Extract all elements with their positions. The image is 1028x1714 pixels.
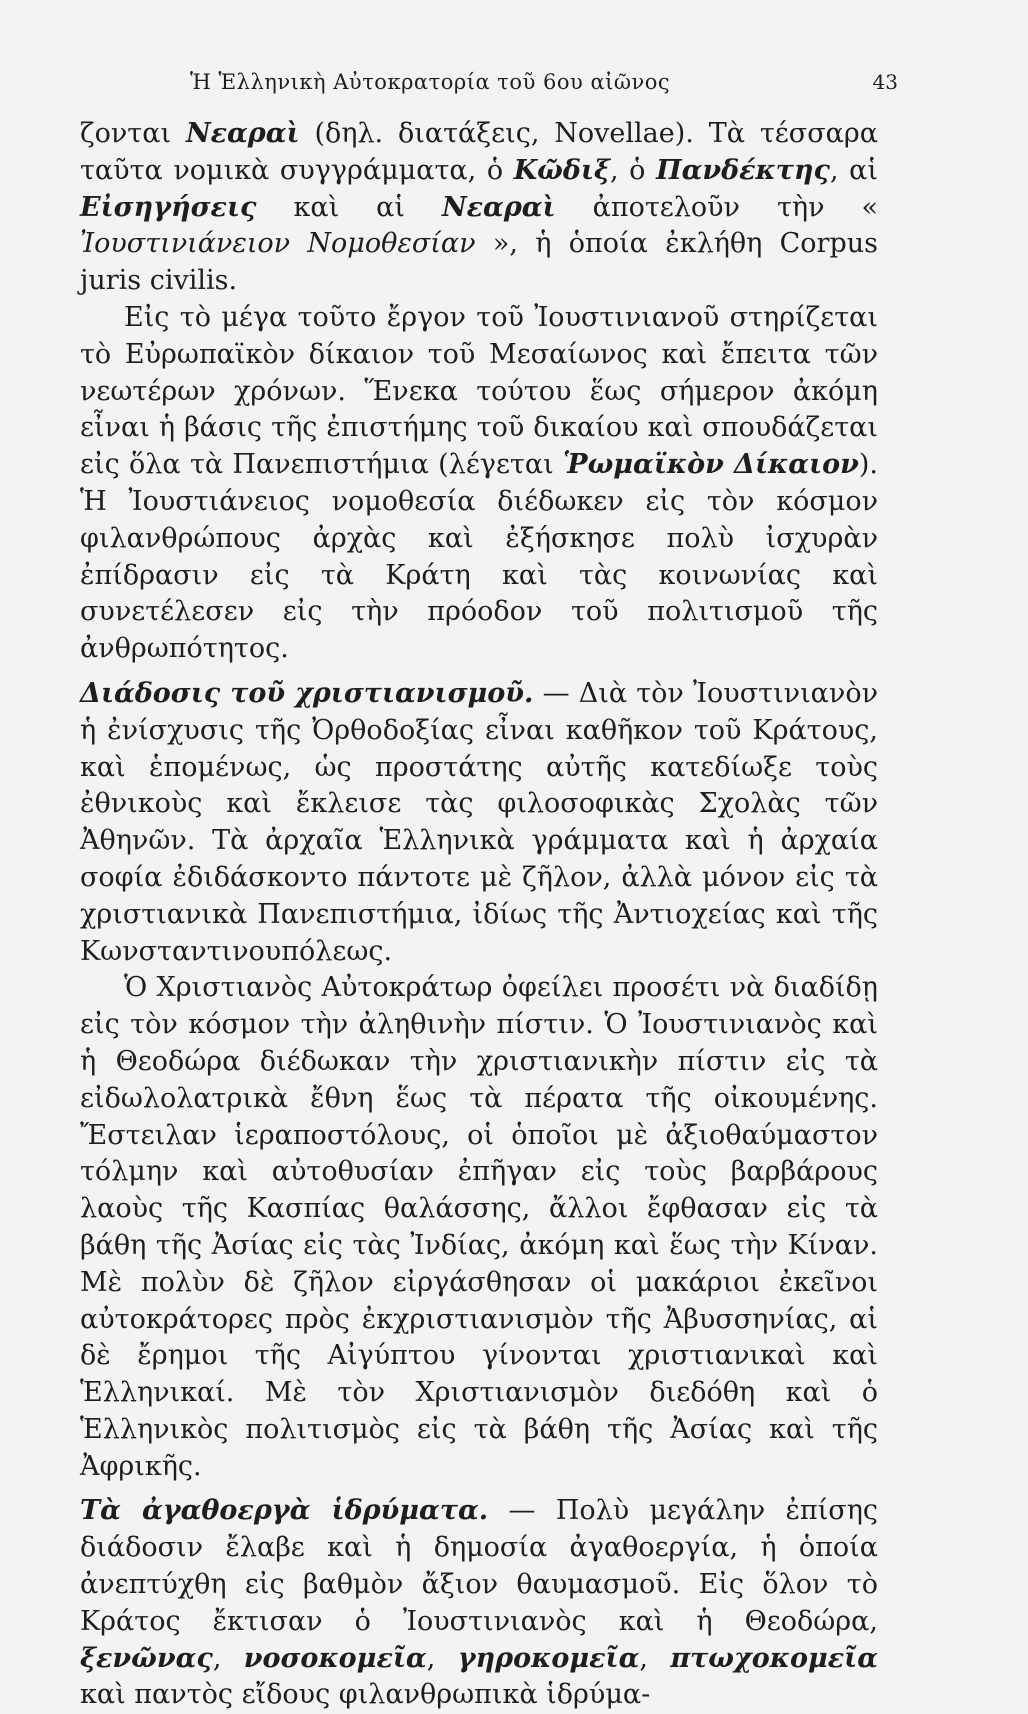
text-run: — Πολὺ μεγάλην ἐπίσης διάδοσιν ἔλαβε καὶ ἡ δημοσία ἀγαθοεργία, ἡ ὁποία ἀνεπτύχθη εἰς βαθμὸν ἄξιον θαυμασμοῦ. Εἰς ὅλον τὸ Κράτος ἔκτισαν ὁ Ἰουστινιανὸς καὶ ἡ Θεοδώρα,: [80, 1495, 878, 1637]
term-girokomeia: γηροκομεῖα: [457, 1642, 640, 1674]
term-kodix: Κῶδιξ: [513, 154, 610, 186]
text-run: καὶ παντὸς εἴδους φιλανθρωπικὰ ἱδρύμα-: [80, 1679, 651, 1711]
body-text: [80, 116, 878, 1714]
section-heading-christianity: Διάδοσις τοῦ χριστιανισμοῦ.: [80, 677, 534, 709]
paragraph-5: [80, 1493, 878, 1714]
running-header: [80, 70, 898, 94]
text-run: Εἰς τὸ μέγα τοῦτο ἔργον τοῦ Ἰουστινιανοῦ στηρίζεται τὸ Εὐρωπαϊκὸν δίκαιον τοῦ Μεσαίωνος καὶ ἔπειτα τῶν νεωτέρων χρόνων. Ἕνεκα τούτου ἕως σήμερον ἀκόμη εἶναι ἡ βάσις τῆς ἐπιστήμης τοῦ δικαίου καὶ σπουδάζεται εἰς ὅλα τὰ Πανεπιστήμια (λέγεται: [80, 301, 878, 481]
text-run: ,: [639, 1642, 671, 1674]
term-romaikon-dikaion: Ῥωμαϊκὸν Δίκαιον: [563, 449, 859, 481]
term-eisigiseis: Εἰσηγήσεις: [80, 191, 257, 223]
text-run: καὶ αἱ: [256, 191, 442, 223]
paragraph-4: [80, 970, 878, 1485]
term-xenonas: ξενῶνας: [80, 1642, 213, 1674]
text-run: (δηλ. διατάξεις, Novellae). Τὰ τέσσαρα ταῦτα νομικὰ συγγράμματα, ὁ: [80, 118, 878, 186]
text-run: ). Ἡ Ἰουστιάνειος νομοθεσία διέδωκεν εἰς τὸν κόσμον φιλανθρώπους ἀρχὰς καὶ ἐξήσκησε πολὺ ἰσχυρὰν ἐπίδρασιν εἰς τὰ Κράτη καὶ τὰς κοινωνίας καὶ συνετέλεσεν εἰς τὴν πρόοδον τοῦ πολιτισμοῦ τῆς ἀνθρωπότητος.: [80, 449, 878, 665]
term-pandektis: Πανδέκτης: [656, 154, 830, 186]
section-heading-charities: Τὰ ἀγαθοεργὰ ἱδρύματα.: [80, 1495, 489, 1527]
paragraph-3: [80, 676, 878, 970]
text-run: , ὁ: [609, 154, 657, 186]
term-ptochokomeia: πτωχοκομεῖα: [670, 1642, 879, 1674]
text-run: — Διὰ τὸν Ἰουστινιανὸν ἡ ἐνίσχυσις τῆς Ὀρθοδοξίας εἶναι καθῆκον τοῦ Κράτους, καὶ ἑπομένως, ὡς προστάτης αὐτῆς κατεδίωξε τοὺς ἐθνικοὺς καὶ ἔκλεισε τὰς φιλοσοφικὰς Σχολὰς τῶν Ἀθηνῶν. Τὰ ἀρχαῖα Ἑλληνικὰ γράμματα καὶ ἡ ἀρχαία σοφία ἐδιδάσκοντο πάντοτε μὲ ζῆλον, ἀλλὰ μόνον εἰς τὰ χριστιανικὰ Πανεπιστήμια, ἰδίως τῆς Ἀντιοχείας καὶ τῆς Κωνσταντινουπόλεως.: [80, 677, 878, 967]
term-neara-2: Νεαραὶ: [441, 191, 556, 223]
text-run: ,: [212, 1642, 244, 1674]
text-run: , αἱ: [829, 154, 879, 186]
paragraph-2: [80, 300, 878, 668]
paragraph-1: [80, 116, 878, 300]
text-run: Ὁ Χριστιανὸς Αὐτοκράτωρ ὀφείλει προσέτι νὰ διαδίδῃ εἰς τὸν κόσμον τὴν ἀληθινὴν πίστιν. Ὁ Ἰουστινιανὸς καὶ ἡ Θεοδώρα διέδωκαν τὴν χριστιανικὴν πίστιν εἰς τὰ εἰδωλολατρικὰ ἔθνη ἕως τὰ πέρατα τῆς οἰκουμένης. Ἔστειλαν ἱεραποστόλους, οἱ ὁποῖοι μὲ ἀξιοθαύμαστον τόλμην καὶ αὐτοθυσίαν ἐπῆγαν εἰς τοὺς βαρβάρους λαοὺς τῆς Κασπίας θαλάσσης, ἄλλοι ἔφθασαν εἰς τὰ βάθη τῆς Ἀσίας εἰς τὰς Ἰνδίας, ἀκόμη καὶ ἕως τὴν Κίναν. Μὲ πολὺν δὲ ζῆλον εἰργάσθησαν οἱ μακάριοι ἐκεῖνοι αὐτοκράτορες πρὸς ἐκχριστιανισμὸν τῆς Ἀβυσσηνίας, αἱ δὲ ἔρημοι τῆς Αἰγύπτου γίνονται χριστιανικαὶ καὶ Ἑλληνικαί. Μὲ τὸν Χριστιανισμὸν διεδόθη καὶ ὁ Ἑλληνικὸς πολιτισμὸς εἰς τὰ βάθη τῆς Ἀσίας καὶ τῆς Ἀφρικῆς.: [80, 972, 878, 1482]
page-number: 43: [872, 70, 898, 94]
text-run: ζονται: [80, 118, 186, 149]
term-neara: Νεαραὶ: [185, 118, 300, 149]
term-nosokomeia: νοσοκομεῖα: [243, 1642, 427, 1674]
term-nomothesia: Ἰουστινιάνειον Νομοθεσίαν: [80, 228, 476, 260]
text-run: », ἡ ὁποία ἐκλήθη Corpus juris civilis.: [80, 228, 878, 297]
running-title: Ἡ Ἑλληνικὴ Αὐτοκρατορία τοῦ 6ου αἰῶνος: [190, 70, 671, 94]
text-run: ,: [426, 1642, 458, 1674]
text-run: ἀποτελοῦν τὴν «: [555, 191, 878, 223]
